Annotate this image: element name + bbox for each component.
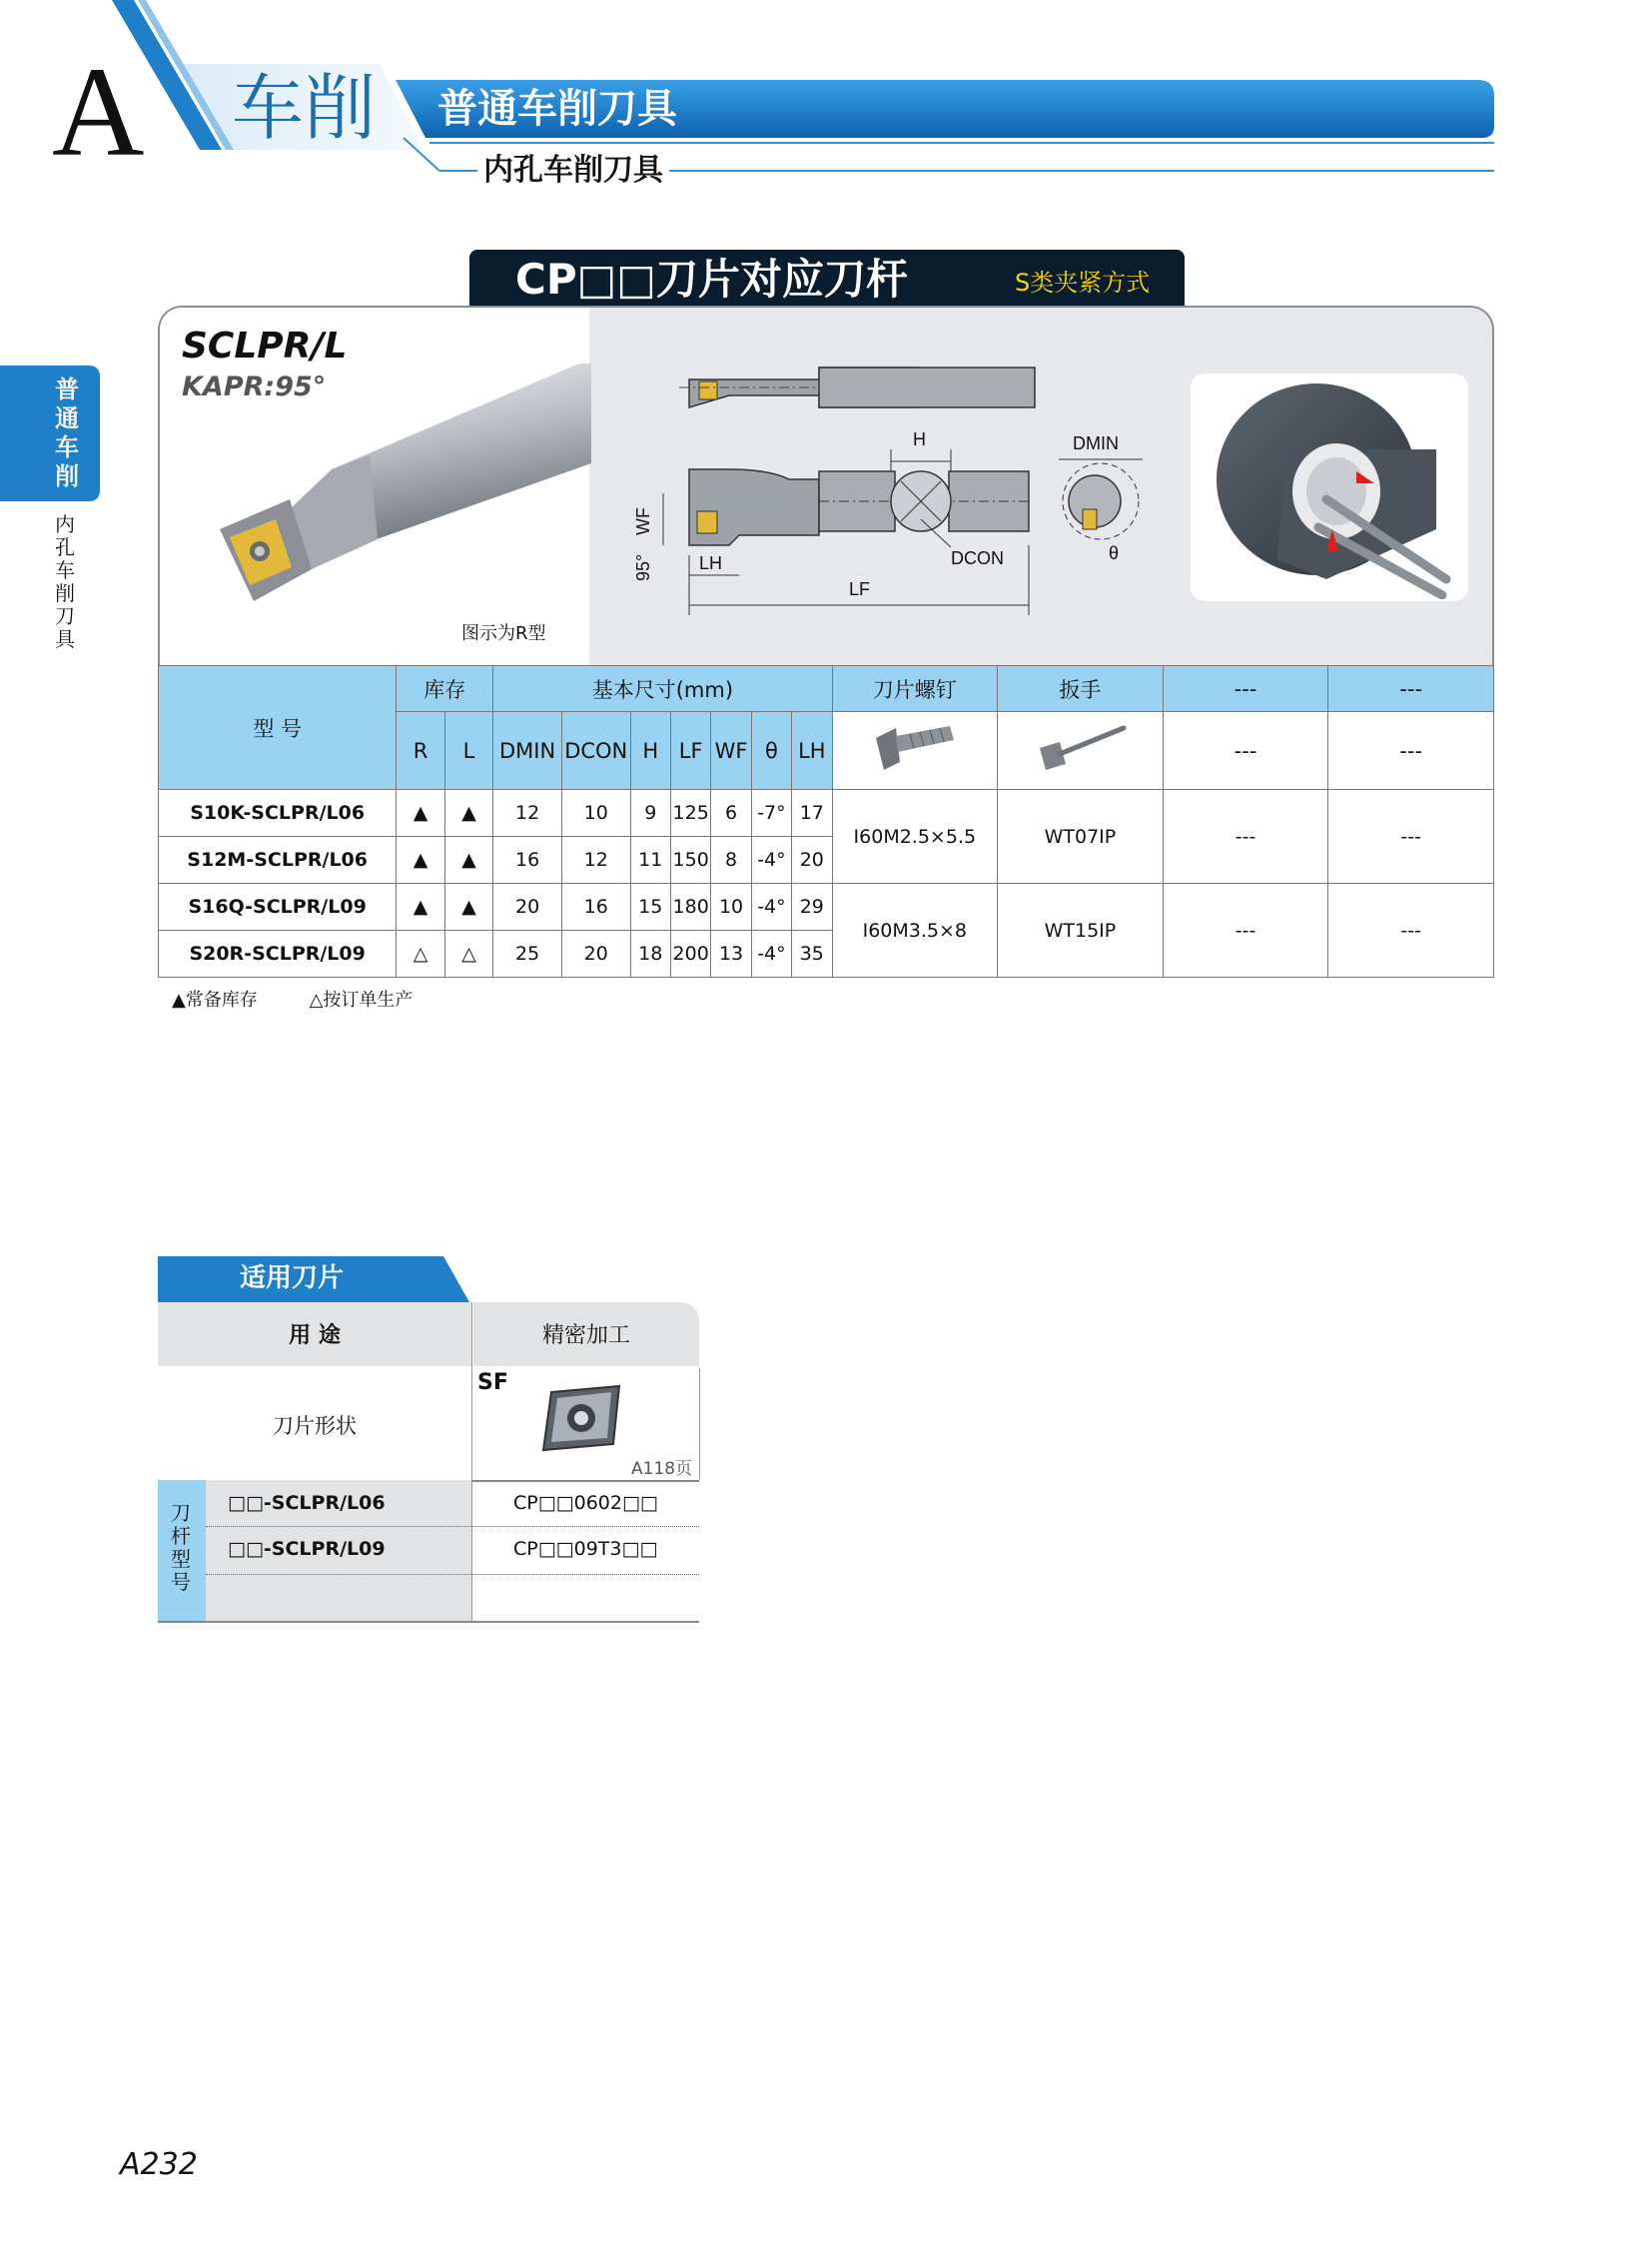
cell-wf: 8 bbox=[711, 837, 751, 884]
category-title: 车削 bbox=[232, 66, 377, 150]
insert-divider bbox=[699, 1368, 700, 1480]
cell-screw: I60M3.5×8 bbox=[832, 884, 998, 978]
cell-dcon: 16 bbox=[561, 884, 630, 931]
dim-angle-label: 95° bbox=[633, 553, 653, 581]
cell-lf: 150 bbox=[670, 837, 710, 884]
cell-l: △ bbox=[444, 931, 492, 978]
col-dims: 基本尺寸(mm) bbox=[493, 666, 832, 712]
col-dcon: DCON bbox=[561, 712, 630, 790]
cell-dcon: 12 bbox=[561, 837, 630, 884]
insert-shape-image bbox=[539, 1384, 625, 1454]
cell-l: ▲ bbox=[444, 790, 492, 837]
insert-type: SF bbox=[477, 1370, 508, 1395]
table-row-model: S16Q-SCLPR/L09 bbox=[159, 884, 397, 931]
technical-drawing bbox=[619, 360, 1179, 629]
col-screw: 刀片螺钉 bbox=[832, 666, 998, 712]
cell-lh: 35 bbox=[792, 931, 832, 978]
cell-extra2: --- bbox=[1328, 790, 1494, 884]
insert-table-bottom bbox=[158, 1621, 699, 1623]
col-wrench: 扳手 bbox=[998, 666, 1164, 712]
cell-theta: -4° bbox=[751, 931, 791, 978]
legend-stock: ▲常备库存 bbox=[172, 990, 258, 1011]
cell-l: ▲ bbox=[444, 884, 492, 931]
product-kapr: KAPR:95° bbox=[182, 372, 327, 402]
img-extra2: --- bbox=[1328, 712, 1494, 790]
page-subtitle: 内孔车削刀具 bbox=[477, 152, 669, 190]
col-wf: WF bbox=[711, 712, 751, 790]
usage-label: 用 途 bbox=[289, 1323, 341, 1348]
col-model: 型 号 bbox=[159, 666, 397, 790]
spec-table bbox=[158, 665, 1494, 978]
cell-r: △ bbox=[397, 931, 444, 978]
cell-dmin: 25 bbox=[493, 931, 562, 978]
legend-order: △按订单生产 bbox=[309, 990, 413, 1011]
cell-wf: 13 bbox=[711, 931, 751, 978]
wrench-image-cell bbox=[998, 712, 1164, 790]
dim-wf-label: WF bbox=[633, 507, 653, 535]
col-extra1: --- bbox=[1163, 666, 1328, 712]
row-separator bbox=[206, 1526, 699, 1527]
table-row-model: S10K-SCLPR/L06 bbox=[159, 790, 397, 837]
page-title: 普通车削刀具 bbox=[437, 86, 677, 132]
holder-label: 刀杆型号 bbox=[171, 1501, 191, 1594]
cell-wf: 6 bbox=[711, 790, 751, 837]
cell-extra1: --- bbox=[1163, 884, 1328, 978]
usage-value: 精密加工 bbox=[541, 1323, 630, 1348]
application-photo bbox=[1207, 379, 1456, 599]
cell-h: 18 bbox=[630, 931, 670, 978]
cell-r: ▲ bbox=[397, 884, 444, 931]
img-extra1: --- bbox=[1163, 712, 1328, 790]
page-reference[interactable]: A118页 bbox=[631, 1459, 693, 1479]
cell-r: ▲ bbox=[397, 790, 444, 837]
col-theta: θ bbox=[751, 712, 791, 790]
dim-dmin-label: DMIN bbox=[1073, 433, 1119, 453]
cell-dcon: 10 bbox=[561, 790, 630, 837]
cell-lh: 20 bbox=[792, 837, 832, 884]
cell-lh: 29 bbox=[792, 884, 832, 931]
screw-icon bbox=[870, 718, 960, 778]
cell-theta: -4° bbox=[751, 884, 791, 931]
cell-wf: 10 bbox=[711, 884, 751, 931]
cell-wrench: WT07IP bbox=[998, 790, 1164, 884]
col-stock: 库存 bbox=[397, 666, 493, 712]
holder-model-row: □□-SCLPR/L06 bbox=[228, 1492, 386, 1514]
cell-lh: 17 bbox=[792, 790, 832, 837]
dim-dcon-label: DCON bbox=[951, 548, 1004, 568]
cell-l: ▲ bbox=[444, 837, 492, 884]
insert-tab-title: 适用刀片 bbox=[240, 1263, 345, 1293]
image-note: 图示为R型 bbox=[461, 623, 546, 644]
dim-theta-label: θ bbox=[1109, 543, 1120, 563]
dim-h-label: H bbox=[913, 429, 926, 449]
cell-r: ▲ bbox=[397, 837, 444, 884]
section-title: CP□□刀片对应刀杆 bbox=[515, 255, 908, 304]
col-extra2: --- bbox=[1328, 666, 1494, 712]
stock-legend bbox=[172, 986, 458, 1012]
cell-theta: -7° bbox=[751, 790, 791, 837]
side-tab-sub: 内孔车削刀具 bbox=[55, 512, 75, 651]
side-tab-label[interactable]: 普通车削 bbox=[55, 375, 79, 490]
col-h: H bbox=[630, 712, 670, 790]
table-row-model: S20R-SCLPR/L09 bbox=[159, 931, 397, 978]
wrench-icon bbox=[1030, 718, 1130, 778]
col-l: L bbox=[444, 712, 492, 790]
cell-h: 9 bbox=[630, 790, 670, 837]
row-separator bbox=[206, 1574, 699, 1575]
cell-dmin: 12 bbox=[493, 790, 562, 837]
cell-extra1: --- bbox=[1163, 790, 1328, 884]
cell-h: 11 bbox=[630, 837, 670, 884]
insert-model-row: CP□□09T3□□ bbox=[513, 1538, 658, 1560]
holder-model-row: □□-SCLPR/L09 bbox=[228, 1538, 386, 1560]
page-number: A232 bbox=[120, 2147, 198, 2182]
col-dmin: DMIN bbox=[493, 712, 562, 790]
cell-wrench: WT15IP bbox=[998, 884, 1164, 978]
product-name: SCLPR/L bbox=[182, 326, 348, 367]
col-lf: LF bbox=[670, 712, 710, 790]
cell-extra2: --- bbox=[1328, 884, 1494, 978]
section-letter: A bbox=[52, 41, 145, 183]
cell-lf: 125 bbox=[670, 790, 710, 837]
screw-image-cell bbox=[832, 712, 998, 790]
col-r: R bbox=[397, 712, 444, 790]
cell-dcon: 20 bbox=[561, 931, 630, 978]
cell-dmin: 16 bbox=[493, 837, 562, 884]
table-row-model: S12M-SCLPR/L06 bbox=[159, 837, 397, 884]
cell-lf: 200 bbox=[670, 931, 710, 978]
cell-theta: -4° bbox=[751, 837, 791, 884]
cell-screw: I60M2.5×5.5 bbox=[832, 790, 998, 884]
cell-lf: 180 bbox=[670, 884, 710, 931]
cell-h: 15 bbox=[630, 884, 670, 931]
col-lh: LH bbox=[792, 712, 832, 790]
clamp-type: S类夹紧方式 bbox=[1015, 269, 1151, 297]
dim-lf-label: LF bbox=[849, 579, 871, 599]
dim-lh-label: LH bbox=[699, 553, 723, 573]
cell-dmin: 20 bbox=[493, 884, 562, 931]
insert-model-row: CP□□0602□□ bbox=[513, 1492, 658, 1514]
shape-label: 刀片形状 bbox=[273, 1414, 357, 1438]
